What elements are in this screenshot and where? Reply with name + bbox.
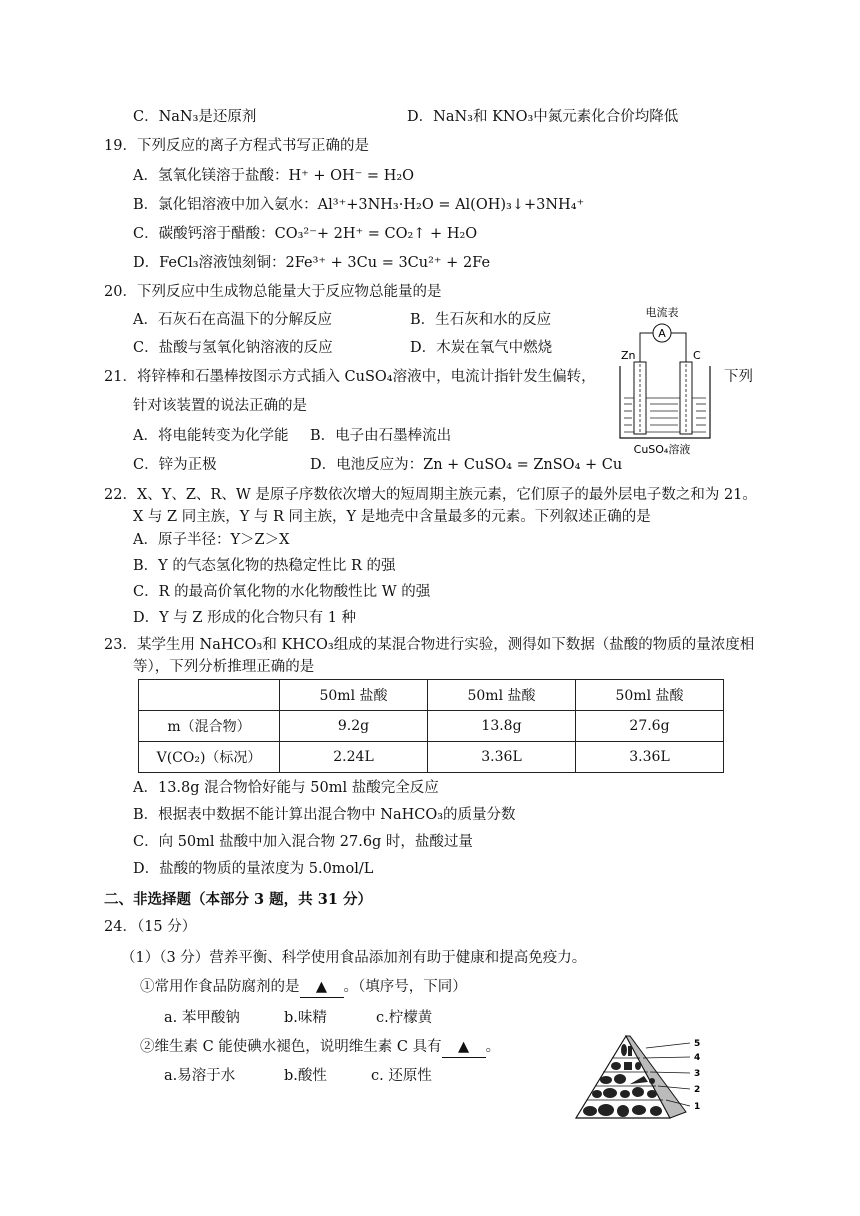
pyramid-level-3: 3	[694, 1069, 701, 1079]
q21-option-a: A．将电能转变为化学能	[133, 428, 289, 444]
table-cell: 50ml 盐酸	[280, 680, 428, 711]
galvanic-cell-figure	[612, 300, 718, 460]
q24-sub2-tail: 。	[485, 1039, 501, 1055]
graphite-rod	[680, 362, 692, 434]
q22-option-c: C．R 的最高价氧化物的水化物酸性比 W 的强	[133, 584, 431, 600]
q20-option-d: D．木炭在氧气中燃烧	[410, 340, 553, 356]
pyramid-level-5: 5	[694, 1039, 701, 1049]
table-cell: 50ml 盐酸	[428, 680, 576, 711]
q19-option-d: D．FeCl₃溶液蚀刻铜：2Fe³⁺ + 3Cu = 3Cu²⁺ + 2Fe	[133, 255, 491, 271]
table-cell: 13.8g	[428, 711, 576, 742]
zinc-electrode-label: Zn	[621, 349, 636, 362]
q23-stem-line2: 等），下列分析推理正确的是	[133, 659, 315, 675]
section-heading: 二、非选择题（本部分 3 题，共 31 分）	[104, 891, 372, 908]
q21-stem-line1-end: 下列	[724, 369, 753, 385]
q23-option-d: D．盐酸的物质的量浓度为 5.0mol/L	[133, 861, 374, 877]
q24-sub2-text: ②维生素 C 能使碘水褪色，说明维生素 C 具有	[140, 1039, 442, 1055]
table-row	[139, 711, 724, 742]
q22-stem-line2: X 与 Z 同主族，Y 与 R 同主族，Y 是地壳中含量最多的元素。下列叙述正确的是	[133, 509, 651, 525]
q18-option-d: D．NaN₃和 KNO₃中氮元素化合价均降低	[407, 109, 679, 125]
q21-stem-line1: 21．将锌棒和石墨棒按图示方式插入 CuSO₄溶液中，电流计指针发生偏转，	[104, 369, 596, 385]
q22-option-b: B．Y 的气态氢化物的热稳定性比 R 的强	[133, 558, 396, 574]
q19-option-b: B．氯化铝溶液中加入氨水：Al³⁺+3NH₃·H₂O = Al(OH)₃↓+3NH₄⁺	[133, 197, 585, 213]
table-cell: 2.24L	[280, 742, 428, 773]
q23-stem-line1: 23．某学生用 NaHCO₃和 KHCO₃组成的某混合物进行实验，测得如下数据（盐酸的物质的量浓度相	[104, 637, 755, 653]
q22-stem-line1: 22．X、Y、Z、R、W 是原子序数依次增大的短周期主族元素，它们原子的最外层电子数之和为 21。	[104, 487, 757, 503]
q20-option-a: A．石灰石在高温下的分解反应	[133, 312, 332, 328]
q19-stem: 19．下列反应的离子方程式书写正确的是	[104, 138, 369, 154]
q21-option-b: B．电子由石墨棒流出	[310, 428, 452, 444]
table-cell: 27.6g	[576, 711, 724, 742]
q24-sub1-option-b: b.味精	[284, 1010, 327, 1026]
answer-blank: ▲	[442, 1037, 486, 1058]
q23-data-table	[138, 679, 724, 773]
table-cell: V(CO₂)（标况）	[139, 742, 280, 773]
answer-blank: ▲	[300, 977, 344, 998]
pyramid-level-1: 1	[694, 1102, 701, 1112]
graphite-electrode-label: C	[693, 349, 701, 362]
q24-sub1-option-c: c.柠檬黄	[376, 1010, 433, 1026]
table-cell: 3.36L	[428, 742, 576, 773]
pyramid-level-4: 4	[694, 1053, 701, 1063]
q23-option-a: A．13.8g 混合物恰好能与 50ml 盐酸完全反应	[133, 780, 439, 796]
wire-right	[671, 333, 686, 362]
ammeter-symbol: A	[658, 327, 666, 340]
food-pyramid-figure	[570, 1032, 716, 1126]
table-cell: 9.2g	[280, 711, 428, 742]
wire-left	[640, 333, 653, 362]
table-row	[139, 742, 724, 773]
q21-stem-line2: 针对该装置的说法正确的是	[133, 398, 307, 414]
q22-option-d: D．Y 与 Z 形成的化合物只有 1 种	[133, 610, 357, 626]
q24-part1: （1）（3 分）营养平衡、科学使用食品添加剂有助于健康和提高免疫力。	[121, 950, 587, 966]
q24-sub2-option-a: a.易溶于水	[164, 1068, 236, 1084]
q20-stem: 20．下列反应中生成物总能量大于反应物总能量的是	[104, 284, 442, 300]
table-cell	[139, 680, 280, 711]
zinc-rod	[634, 362, 646, 434]
q24-sub1-text: ①常用作食品防腐剂的是	[140, 979, 300, 995]
table-cell: m（混合物）	[139, 711, 280, 742]
table-cell: 3.36L	[576, 742, 724, 773]
table-header-row	[139, 680, 724, 711]
q22-option-a: A．原子半径：Y＞Z＞X	[133, 532, 290, 548]
q24-sub1-tail: 。（填序号，下同）	[343, 979, 467, 995]
q24-sub1	[140, 977, 467, 998]
pyramid-level-2: 2	[694, 1085, 701, 1095]
table-cell: 50ml 盐酸	[576, 680, 724, 711]
q21-option-c: C．锌为正极	[133, 457, 217, 473]
q23-option-b: B．根据表中数据不能计算出混合物中 NaHCO₃的质量分数	[133, 807, 516, 823]
q21-option-d: D．电池反应为：Zn + CuSO₄ = ZnSO₄ + Cu	[310, 457, 623, 473]
q24-sub2-option-b: b.酸性	[284, 1068, 327, 1084]
q20-option-b: B．生石灰和水的反应	[410, 312, 552, 328]
q19-option-a: A．氢氧化镁溶于盐酸：H⁺ + OH⁻ = H₂O	[133, 168, 415, 184]
q18-option-c: C．NaN₃是还原剂	[133, 109, 257, 125]
q24-sub1-option-a: a. 苯甲酸钠	[164, 1010, 240, 1026]
q24-heading: 24．（15 分）	[104, 919, 197, 935]
q23-option-c: C．向 50ml 盐酸中加入混合物 27.6g 时，盐酸过量	[133, 834, 473, 850]
q24-sub2	[140, 1037, 500, 1058]
solution-label: CuSO₄溶液	[633, 443, 691, 456]
q20-option-c: C．盐酸与氢氧化钠溶液的反应	[133, 340, 333, 356]
q19-option-c: C．碳酸钙溶于醋酸：CO₃²⁻+ 2H⁺ = CO₂↑ + H₂O	[133, 226, 478, 242]
q24-sub2-option-c: c. 还原性	[371, 1068, 432, 1084]
ammeter-label: 电流表	[645, 306, 679, 319]
